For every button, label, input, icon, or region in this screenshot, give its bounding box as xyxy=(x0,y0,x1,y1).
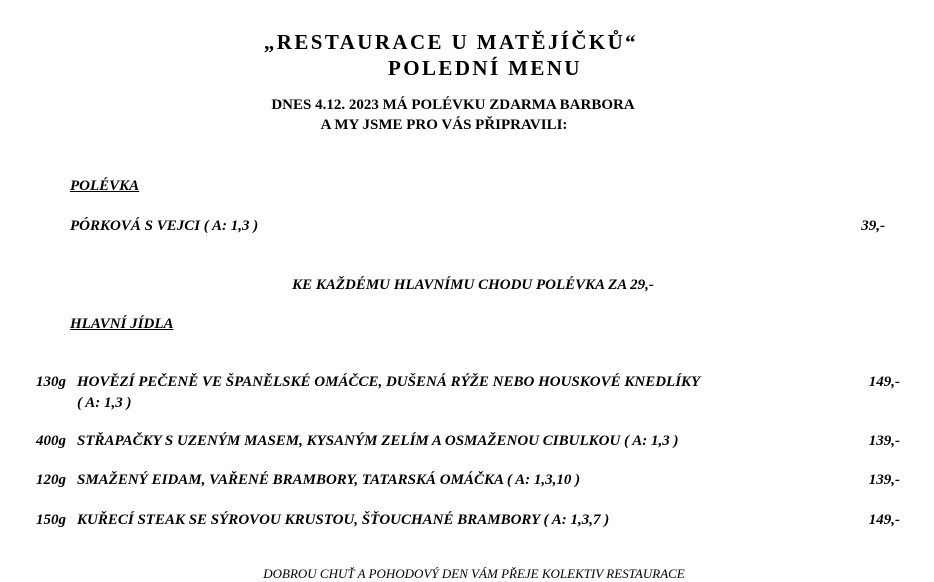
main-item-name: HOVĚZÍ PEČENĚ VE ŠPANĚLSKÉ OMÁČCE, DUŠENÁ RÝŽE NEBO HOUSKOVÉ KNEDLÍKY xyxy=(77,374,701,390)
main-section-heading: HLAVNÍ JÍDLA xyxy=(70,316,174,332)
daily-info-line-2: A MY JSME PRO VÁS PŘIPRAVILI: xyxy=(320,117,568,133)
main-item-name: SMAŽENÝ EIDAM, VAŘENÉ BRAMBORY, TATARSKÁ OMÁČKA ( A: 1,3,10 ) xyxy=(77,472,581,488)
soup-item-name: PÓRKOVÁ S VEJCI ( A: 1,3 ) xyxy=(70,218,259,234)
daily-info-line-1: DNES 4.12. 2023 MÁ POLÉVKU ZDARMA BARBORA xyxy=(271,97,635,113)
main-item-weight: 120g xyxy=(36,472,66,488)
menu-title: POLEDNÍ MENU xyxy=(388,56,582,80)
restaurant-title: „RESTAURACE U MATĚJÍČKŮ“ xyxy=(263,30,639,54)
soup-item-price: 39,- xyxy=(861,218,885,234)
main-item-price: 149,- xyxy=(868,512,900,528)
main-item-price: 139,- xyxy=(868,472,900,488)
soup-section-heading: POLÉVKA xyxy=(70,178,140,194)
main-item-price: 139,- xyxy=(868,433,900,449)
soup-offer-note: KE KAŽDÉMU HLAVNÍMU CHODU POLÉVKA ZA 29,- xyxy=(292,277,654,293)
main-item-name: KUŘECÍ STEAK SE SÝROVOU KRUSTOU, ŠŤOUCHANÉ BRAMBORY ( A: 1,3,7 ) xyxy=(77,512,610,528)
main-item-weight: 400g xyxy=(36,433,66,449)
main-item-weight: 130g xyxy=(36,374,66,390)
footer-note: DOBROU CHUŤ A POHODOVÝ DEN VÁM PŘEJE KOLEKTIV RESTAURACE xyxy=(263,566,685,581)
main-item-name-continuation: ( A: 1,3 ) xyxy=(77,395,132,411)
main-item-price: 149,- xyxy=(868,374,900,390)
main-item-name: STŘAPAČKY S UZENÝM MASEM, KYSANÝM ZELÍM A OSMAŽENOU CIBULKOU ( A: 1,3 ) xyxy=(77,433,679,449)
main-item-weight: 150g xyxy=(36,512,66,528)
